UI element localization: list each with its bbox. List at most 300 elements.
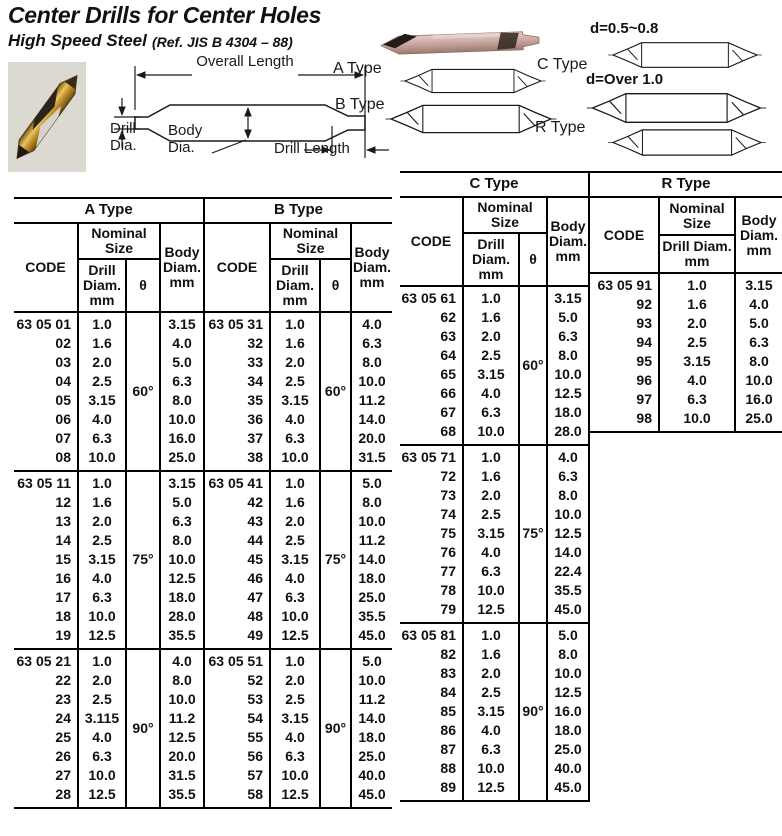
drill-diam-cell: 1.0 — [285, 475, 305, 491]
body-diam-header: Body Diam. mm — [162, 244, 202, 290]
drill-diam-cell: 3.15 — [683, 353, 711, 369]
drill-diam-cell: 2.0 — [481, 487, 501, 503]
code-cell: 64 — [440, 347, 456, 363]
body-diam-cell: 14.0 — [554, 544, 582, 560]
body-diam-cell: 35.5 — [358, 608, 386, 624]
body-diam-cell: 10.0 — [554, 506, 582, 522]
drill-diam-cell: 10.0 — [88, 449, 116, 465]
code-cell: 78 — [440, 582, 456, 598]
code-cell: 43 — [247, 513, 263, 529]
drill-diam-cell: 1.0 — [687, 277, 707, 293]
code-cell: 82 — [440, 646, 456, 662]
theta-cell: 75° — [522, 525, 544, 541]
code-cell: 36 — [247, 411, 263, 427]
drill-diam-cell: 10.0 — [281, 767, 309, 783]
code-cell: 54 — [247, 710, 263, 726]
body-diam-cell: 31.5 — [358, 449, 386, 465]
code-cell: 15 — [55, 551, 71, 567]
code-cell: 38 — [247, 449, 263, 465]
code-header: CODE — [25, 259, 66, 275]
body-diam-cell: 10.0 — [168, 551, 196, 567]
drill-diam-cell: 3.15 — [88, 392, 116, 408]
code-cell: 32 — [247, 335, 263, 351]
a-type-label: A Type — [333, 60, 382, 77]
body-diam-cell: 12.5 — [168, 729, 196, 745]
b-type-column-headers — [205, 224, 392, 313]
body-diam-cell: 8.0 — [558, 347, 578, 363]
code-cell: 63 — [440, 328, 456, 344]
table-group — [205, 313, 392, 472]
drill-diam-cell: 6.3 — [481, 741, 501, 757]
code-cell: 63 05 81 — [401, 627, 456, 643]
drill-diam-cell: 6.3 — [92, 430, 112, 446]
body-diam-cell: 12.5 — [554, 385, 582, 401]
code-cell: 63 05 21 — [16, 653, 71, 669]
drill-diam-cell: 2.5 — [92, 532, 112, 548]
body-diam-cell: 28.0 — [168, 608, 196, 624]
drill-diam-cell: 1.6 — [285, 494, 305, 510]
code-cell: 06 — [55, 411, 71, 427]
code-column — [14, 313, 77, 470]
code-cell: 24 — [55, 710, 71, 726]
body-diam-cell: 18.0 — [554, 722, 582, 738]
code-cell: 18 — [55, 608, 71, 624]
drill-column — [77, 313, 125, 470]
body-diam-cell: 14.0 — [358, 551, 386, 567]
table-group — [14, 472, 203, 650]
theta-column — [319, 313, 352, 470]
code-column — [400, 446, 462, 622]
code-cell: 94 — [636, 334, 652, 350]
overall-length-label: Overall Length — [196, 53, 294, 70]
body-column — [548, 287, 588, 444]
body-diam-cell: 25.0 — [358, 748, 386, 764]
code-cell: 26 — [55, 748, 71, 764]
code-cell: 55 — [247, 729, 263, 745]
c-type-large-drawing — [573, 87, 780, 129]
body-column — [161, 313, 203, 470]
theta-column — [125, 313, 161, 470]
drill-column — [269, 313, 319, 470]
drill-diam-cell: 3.15 — [281, 710, 309, 726]
code-cell: 65 — [440, 366, 456, 382]
body-diam-cell: 5.0 — [558, 309, 578, 325]
code-cell: 16 — [55, 570, 71, 586]
drill-column — [269, 650, 319, 807]
body-diam-cell: 10.0 — [168, 411, 196, 427]
drill-diam-cell: 10.0 — [477, 423, 505, 439]
body-diam-cell: 5.0 — [362, 475, 382, 491]
theta-cell: 90° — [324, 719, 347, 736]
body-diam-cell: 8.0 — [172, 672, 192, 688]
body-diam-cell: 4.0 — [172, 653, 192, 669]
body-diam-cell: 31.5 — [168, 767, 196, 783]
theta-column — [319, 472, 352, 648]
drill-diam-cell: 3.15 — [477, 525, 505, 541]
page-subtitle: High Speed Steel — [8, 31, 147, 50]
drill-diam-cell: 1.0 — [481, 290, 501, 306]
body-diam-cell: 25.0 — [745, 410, 773, 426]
theta-cell: 90° — [132, 719, 154, 736]
body-diam-cell: 5.0 — [558, 627, 578, 643]
body-diam-cell: 18.0 — [168, 589, 196, 605]
r-type-table — [590, 171, 782, 433]
c-type-table-title: C Type — [400, 173, 588, 198]
gold-drill-photo — [8, 62, 86, 172]
drill-diam-cell: 6.3 — [285, 430, 305, 446]
theta-header: θ — [518, 234, 548, 285]
code-cell: 19 — [55, 627, 71, 643]
drill-diam-cell: 10.0 — [88, 767, 116, 783]
theta-column — [518, 624, 548, 800]
drill-diam-cell: 6.3 — [285, 748, 305, 764]
page-reference: (Ref. JIS B 4304 – 88) — [152, 34, 293, 50]
body-diam-cell: 45.0 — [358, 786, 386, 802]
body-diam-cell: 4.0 — [172, 335, 192, 351]
body-dia-label: Body Dia. — [168, 122, 203, 156]
code-cell: 27 — [55, 767, 71, 783]
drill-diam-cell: 4.0 — [481, 544, 501, 560]
body-diam-cell: 40.0 — [554, 760, 582, 776]
code-cell: 37 — [247, 430, 263, 446]
r-type-table-body — [590, 274, 782, 433]
c-type-table-body — [400, 287, 588, 802]
body-diam-cell: 4.0 — [749, 296, 769, 312]
body-diam-cell: 20.0 — [168, 748, 196, 764]
drill-diam-cell: 12.5 — [88, 627, 116, 643]
body-diam-cell: 16.0 — [168, 430, 196, 446]
code-cell: 86 — [440, 722, 456, 738]
drill-diam-cell: 2.5 — [481, 506, 501, 522]
body-diam-cell: 14.0 — [358, 411, 386, 427]
body-diam-cell: 22.4 — [554, 563, 582, 579]
body-diam-cell: 10.0 — [358, 513, 386, 529]
c-type-column-headers — [400, 198, 588, 287]
drill-diam-cell: 2.5 — [285, 691, 305, 707]
code-cell: 42 — [247, 494, 263, 510]
drill-diam-cell: 2.5 — [481, 684, 501, 700]
drill-diam-cell: 1.0 — [481, 449, 501, 465]
drill-diam-header: Drill Diam. mm — [658, 236, 736, 272]
code-cell: 63 05 01 — [16, 316, 71, 332]
drill-diam-cell: 2.0 — [92, 513, 112, 529]
theta-cell: 60° — [324, 382, 347, 399]
theta-cell: 75° — [324, 551, 347, 567]
code-column — [400, 624, 462, 800]
code-cell: 63 05 91 — [597, 277, 652, 293]
drill-diam-cell: 4.0 — [285, 729, 305, 745]
code-cell: 17 — [55, 589, 71, 605]
theta-cell: 75° — [132, 551, 154, 567]
drill-diam-cell: 1.0 — [92, 475, 112, 491]
theta-column — [125, 472, 161, 648]
theta-cell: 90° — [522, 703, 544, 719]
code-cell: 63 05 41 — [208, 475, 263, 491]
code-cell: 48 — [247, 608, 263, 624]
drill-diam-cell: 4.0 — [481, 722, 501, 738]
drill-diam-cell: 4.0 — [92, 729, 112, 745]
nominal-size-header: Nominal Size — [658, 198, 736, 236]
code-cell: 72 — [440, 468, 456, 484]
page-title: Center Drills for Center Holes — [8, 2, 322, 28]
body-diam-cell: 10.0 — [358, 373, 386, 389]
r-type-column-headers — [590, 198, 782, 274]
b-type-table-body — [205, 313, 392, 809]
code-cell: 47 — [247, 589, 263, 605]
body-column — [161, 650, 203, 807]
code-header: CODE — [603, 226, 645, 243]
body-diam-cell: 12.5 — [168, 570, 196, 586]
drill-diam-cell: 10.0 — [477, 760, 505, 776]
body-diam-cell: 8.0 — [749, 353, 769, 369]
code-cell: 28 — [55, 786, 71, 802]
body-column — [352, 313, 392, 470]
drill-diam-cell: 4.0 — [285, 570, 305, 586]
body-diam-cell: 5.0 — [362, 653, 382, 669]
code-column — [590, 274, 658, 431]
code-cell: 74 — [440, 506, 456, 522]
code-cell: 33 — [247, 354, 263, 370]
code-cell: 75 — [440, 525, 456, 541]
code-cell: 84 — [440, 684, 456, 700]
body-diam-cell: 16.0 — [745, 391, 773, 407]
code-cell: 03 — [55, 354, 71, 370]
a-type-table-title: A Type — [14, 199, 203, 224]
body-diam-cell: 35.5 — [168, 627, 196, 643]
drill-diam-header: Drill Diam. mm — [269, 260, 319, 311]
c-type-label: C Type — [537, 56, 588, 73]
body-column — [548, 446, 588, 622]
drill-diam-cell: 1.0 — [481, 627, 501, 643]
drill-diam-cell: 2.5 — [285, 532, 305, 548]
drill-diam-cell: 2.0 — [285, 354, 305, 370]
c-type-table — [400, 171, 590, 802]
a-type-table-body — [14, 313, 203, 809]
code-column — [205, 472, 269, 648]
drill-column — [658, 274, 736, 431]
body-diam-cell: 5.0 — [172, 494, 192, 510]
body-column — [736, 274, 782, 431]
code-cell: 05 — [55, 392, 71, 408]
body-diam-cell: 6.3 — [172, 513, 192, 529]
body-diam-cell: 6.3 — [362, 335, 382, 351]
code-cell: 96 — [636, 372, 652, 388]
code-cell: 34 — [247, 373, 263, 389]
theta-header: θ — [319, 260, 352, 311]
code-cell: 73 — [440, 487, 456, 503]
body-diam-cell: 11.2 — [358, 532, 386, 548]
a-type-column-headers — [14, 224, 203, 313]
code-cell: 85 — [440, 703, 456, 719]
drill-diam-cell: 1.6 — [481, 309, 501, 325]
theta-cell: 60° — [132, 382, 154, 399]
table-group — [400, 624, 588, 802]
code-column — [205, 650, 269, 807]
code-cell: 67 — [440, 404, 456, 420]
body-diam-cell: 5.0 — [172, 354, 192, 370]
body-diam-cell: 6.3 — [558, 328, 578, 344]
drill-diam-cell: 2.5 — [92, 691, 112, 707]
code-header: CODE — [216, 259, 258, 275]
body-diam-header: Body Diam. mm — [352, 244, 392, 290]
body-diam-cell: 18.0 — [358, 729, 386, 745]
code-cell: 87 — [440, 741, 456, 757]
body-diam-cell: 3.15 — [745, 277, 773, 293]
r-type-label: R Type — [535, 119, 586, 136]
code-cell: 23 — [55, 691, 71, 707]
body-diam-cell: 10.0 — [745, 372, 773, 388]
nominal-size-header: Nominal Size — [462, 198, 548, 234]
code-cell: 89 — [440, 779, 456, 795]
body-diam-cell: 11.2 — [168, 710, 196, 726]
body-diam-cell: 3.15 — [168, 475, 196, 491]
drill-diam-cell: 1.6 — [92, 494, 112, 510]
drill-diam-cell: 10.0 — [477, 582, 505, 598]
drill-diam-cell: 1.6 — [687, 296, 707, 312]
drill-diam-cell: 2.5 — [92, 373, 112, 389]
code-cell: 88 — [440, 760, 456, 776]
drill-diam-cell: 4.0 — [92, 570, 112, 586]
drill-diam-cell: 12.5 — [477, 779, 505, 795]
code-cell: 93 — [636, 315, 652, 331]
drill-diam-cell: 3.15 — [281, 551, 309, 567]
drill-diam-header: Drill Diam. mm — [77, 260, 125, 311]
body-diam-cell: 12.5 — [554, 525, 582, 541]
drill-diam-cell: 4.0 — [92, 411, 112, 427]
code-cell: 95 — [636, 353, 652, 369]
drill-diam-cell: 1.0 — [285, 316, 305, 332]
body-diam-cell: 16.0 — [554, 703, 582, 719]
drill-diam-cell: 2.0 — [92, 672, 112, 688]
body-diam-cell: 28.0 — [554, 423, 582, 439]
drill-diam-cell: 12.5 — [88, 786, 116, 802]
table-group — [400, 446, 588, 624]
body-diam-cell: 6.3 — [749, 334, 769, 350]
drill-diam-cell: 1.6 — [92, 335, 112, 351]
code-cell: 49 — [247, 627, 263, 643]
code-cell: 98 — [636, 410, 652, 426]
body-diam-cell: 20.0 — [358, 430, 386, 446]
drill-column — [269, 472, 319, 648]
drill-diam-cell: 4.0 — [687, 372, 707, 388]
drill-diam-cell: 6.3 — [92, 589, 112, 605]
code-cell: 63 05 11 — [17, 475, 71, 491]
nominal-size-header: Nominal Size — [77, 224, 161, 260]
drill-diam-cell: 2.0 — [92, 354, 112, 370]
body-diam-cell: 8.0 — [172, 392, 192, 408]
code-cell: 08 — [55, 449, 71, 465]
d-large-label: d=Over 1.0 — [586, 71, 664, 88]
drill-diam-cell: 1.0 — [92, 316, 112, 332]
code-cell: 53 — [247, 691, 263, 707]
r-type-drawing — [594, 124, 780, 161]
b-type-table-title: B Type — [205, 199, 392, 224]
drill-diam-cell: 10.0 — [683, 410, 711, 426]
code-cell: 25 — [55, 729, 71, 745]
drill-diam-cell: 6.3 — [481, 404, 501, 420]
body-diam-cell: 3.15 — [554, 290, 582, 306]
body-diam-cell: 25.0 — [168, 449, 196, 465]
code-cell: 62 — [440, 309, 456, 325]
body-diam-cell: 5.0 — [749, 315, 769, 331]
body-diam-cell: 11.2 — [358, 691, 386, 707]
body-diam-cell: 10.0 — [358, 672, 386, 688]
code-cell: 97 — [636, 391, 652, 407]
body-column — [548, 624, 588, 800]
body-diam-cell: 12.5 — [554, 684, 582, 700]
drill-column — [462, 287, 518, 444]
code-cell: 04 — [55, 373, 71, 389]
body-column — [352, 650, 392, 807]
nominal-size-header: Nominal Size — [269, 224, 352, 260]
drill-diam-header: Drill Diam. mm — [462, 234, 518, 285]
table-group — [590, 274, 782, 433]
body-diam-cell: 25.0 — [358, 589, 386, 605]
code-cell: 22 — [55, 672, 71, 688]
code-cell: 46 — [247, 570, 263, 586]
body-diam-cell: 40.0 — [358, 767, 386, 783]
b-type-table — [205, 197, 392, 809]
body-diam-cell: 8.0 — [172, 532, 192, 548]
drill-diam-cell: 1.0 — [285, 653, 305, 669]
drill-diam-cell: 6.3 — [92, 748, 112, 764]
body-diam-cell: 8.0 — [558, 487, 578, 503]
code-header: CODE — [410, 233, 452, 249]
code-cell: 63 05 31 — [208, 316, 263, 332]
theta-column — [125, 650, 161, 807]
body-diam-cell: 10.0 — [554, 665, 582, 681]
drill-diam-cell: 1.6 — [285, 335, 305, 351]
drill-diam-cell: 2.0 — [687, 315, 707, 331]
code-cell: 57 — [247, 767, 263, 783]
drill-diam-cell: 4.0 — [285, 411, 305, 427]
drill-diam-cell: 3.15 — [477, 366, 505, 382]
d-small-label: d=0.5~0.8 — [590, 20, 659, 37]
drill-diam-cell: 1.6 — [481, 646, 501, 662]
drill-dia-label: Drill Dia. — [110, 120, 137, 154]
drill-diam-cell: 2.5 — [687, 334, 707, 350]
body-column — [352, 472, 392, 648]
drill-diam-cell: 12.5 — [281, 627, 309, 643]
body-diam-cell: 8.0 — [362, 494, 382, 510]
table-group — [205, 472, 392, 650]
drill-column — [462, 624, 518, 800]
code-cell: 92 — [636, 296, 652, 312]
drill-diam-cell: 6.3 — [687, 391, 707, 407]
body-diam-cell: 3.15 — [168, 316, 196, 332]
body-diam-cell: 45.0 — [358, 627, 386, 643]
drill-diam-cell: 2.0 — [285, 672, 305, 688]
body-column — [161, 472, 203, 648]
code-cell: 63 05 51 — [208, 653, 263, 669]
body-diam-cell: 45.0 — [554, 779, 582, 795]
code-column — [14, 650, 77, 807]
drill-column — [462, 446, 518, 622]
drill-length-label: Drill Length — [274, 140, 350, 157]
drill-diam-cell: 12.5 — [281, 786, 309, 802]
code-cell: 68 — [440, 423, 456, 439]
drill-diam-cell: 2.5 — [481, 347, 501, 363]
drill-diam-cell: 10.0 — [88, 608, 116, 624]
body-diam-cell: 4.0 — [558, 449, 578, 465]
drill-diam-cell: 2.0 — [481, 328, 501, 344]
body-diam-cell: 10.0 — [168, 691, 196, 707]
body-diam-cell: 6.3 — [558, 468, 578, 484]
steel-drill-photo — [373, 24, 545, 62]
code-column — [400, 287, 462, 444]
drill-column — [77, 472, 125, 648]
drill-diam-cell: 3.15 — [281, 392, 309, 408]
